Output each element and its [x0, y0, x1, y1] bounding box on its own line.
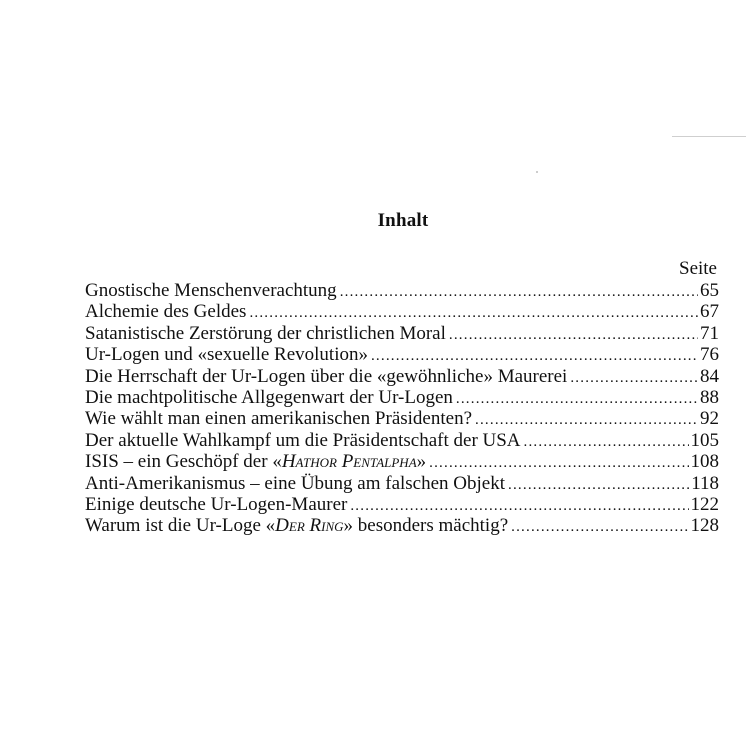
dot-leader [524, 432, 689, 453]
toc-entry-page: 84 [700, 365, 719, 387]
dot-leader [429, 453, 688, 474]
toc-entry-title: Wie wählt man einen amerikanischen Präsidenten? [85, 408, 473, 430]
dot-leader [371, 346, 698, 367]
toc-entry-title-italic: Der Ring [275, 515, 344, 537]
dot-leader [340, 282, 698, 303]
toc-entry-page: 65 [700, 280, 719, 301]
toc-entry-page: 122 [690, 493, 719, 515]
toc-entry-title: Die Herrschaft der Ur-Logen über die «gewöhnliche» Maurerei [85, 365, 568, 387]
toc-entry-title-part: » [416, 451, 427, 473]
toc-entry-page: 92 [700, 408, 719, 430]
toc-entry-title: Alchemie des Geldes [85, 301, 247, 323]
toc-entry [85, 323, 719, 344]
toc-entry-title-italic: Hathor Pentalpha [281, 451, 417, 473]
toc-entry-page: 67 [700, 301, 719, 323]
toc-entry-title-part: Warum ist die Ur-Loge « [85, 515, 276, 537]
scan-speck [536, 171, 538, 173]
toc-entry-title: Gnostische Menschenverachtung [85, 280, 337, 301]
toc-entry-page: 88 [700, 386, 719, 408]
toc-entry-page: 128 [690, 515, 719, 537]
dot-leader [570, 368, 698, 389]
toc-entry-title: Anti-Amerikanismus – eine Übung am falschen Objekt [85, 472, 506, 494]
dot-leader [249, 303, 698, 324]
toc-entry [85, 494, 719, 515]
toc-entry [85, 515, 719, 536]
toc-title: Inhalt [377, 210, 429, 231]
toc-entry-title [85, 515, 508, 536]
toc-entry-title: Einige deutsche Ur-Logen-Maurer [85, 493, 348, 515]
toc-entry-page: 118 [691, 472, 719, 494]
dot-leader [350, 496, 688, 517]
toc-entry-title [85, 451, 426, 472]
toc-list [85, 280, 719, 537]
toc-entry-title: Ur-Logen und «sexuelle Revolution» [85, 344, 368, 366]
scan-edge-line [672, 136, 746, 137]
toc-entry [85, 387, 719, 408]
toc-entry-page: 108 [690, 451, 719, 473]
toc-entry-title: Die machtpolitische Allgegenwart der Ur-Logen [85, 386, 453, 408]
toc-entry-page: 71 [700, 322, 719, 344]
dot-leader [511, 517, 688, 538]
toc-entry [85, 430, 719, 451]
dot-leader [449, 325, 698, 346]
toc-entry-title: Satanistische Zerstörung der christlichen Moral [85, 322, 446, 344]
toc-entry [85, 366, 719, 387]
toc-entry-page: 105 [690, 429, 719, 451]
toc-entry-title-part: » besonders mächtig? [343, 515, 509, 537]
toc-entry [85, 344, 719, 365]
toc-entry [85, 473, 719, 494]
toc-entry [85, 451, 719, 472]
dot-leader [475, 410, 698, 431]
toc-entry-title: Der aktuelle Wahlkampf um die Präsidentschaft der USA [85, 429, 521, 451]
page-column-label: Seite [679, 258, 717, 279]
toc-entry [85, 280, 719, 301]
toc-entry [85, 408, 719, 429]
toc-entry-page: 76 [700, 344, 719, 366]
toc-entry [85, 301, 719, 322]
dot-leader [508, 475, 689, 496]
dot-leader [456, 389, 698, 410]
toc-entry-title-part: ISIS – ein Geschöpf der « [85, 451, 282, 473]
